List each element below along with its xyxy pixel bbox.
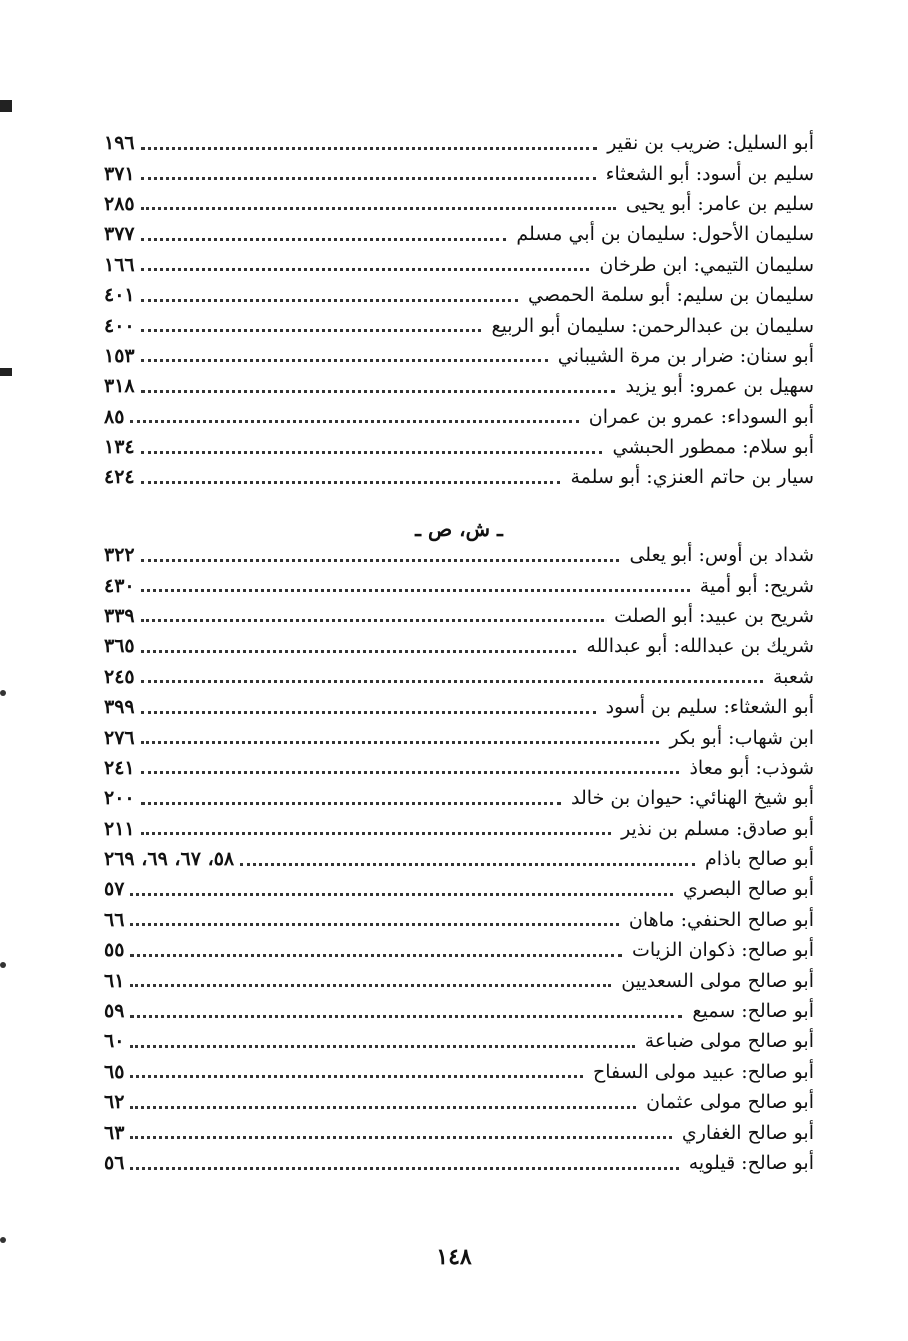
entry-pages: ٢١١: [104, 817, 135, 840]
index-entry: [104, 996, 814, 1026]
entry-pages: ٣٧١: [104, 162, 135, 185]
dot-leader: [141, 207, 616, 210]
entry-name: أبو شيخ الهنائي: حيوان بن خالد: [571, 787, 814, 810]
entry-pages: ٣٣٩: [104, 604, 135, 627]
entry-name: سيار بن حاتم العنزي: أبو سلمة: [570, 466, 814, 489]
entry-name: أبو صالح: ذكوان الزيات: [632, 939, 814, 962]
dot-leader: [141, 238, 507, 241]
entry-name: أبو صالح مولى عثمان: [646, 1091, 814, 1114]
index-entry: [104, 874, 814, 904]
dot-leader: [141, 619, 604, 622]
scan-edge-mark: [0, 368, 12, 376]
dot-leader: [130, 893, 673, 896]
entry-name: سليمان بن عبدالرحمن: سليمان أبو الربيع: [491, 314, 814, 337]
entry-name: أبو الشعثاء: سليم بن أسود: [605, 696, 814, 719]
entry-pages: ٥٨، ٦٧، ٦٩، ٢٦٩: [104, 848, 235, 871]
index-entry: [104, 432, 814, 462]
entry-pages: ٣٩٩: [104, 696, 135, 719]
dot-leader: [240, 863, 695, 866]
entry-pages: ٤٢٤: [104, 466, 135, 489]
index-entry: [104, 1117, 814, 1147]
dot-leader: [141, 147, 598, 150]
index-entry: [104, 250, 814, 280]
dot-leader: [130, 923, 618, 926]
index-entry: [104, 722, 814, 752]
entry-name: شريك بن عبدالله: أبو عبدالله: [586, 635, 814, 658]
scan-edge-mark: [0, 1237, 6, 1243]
entry-pages: ٦٥: [104, 1060, 125, 1083]
index-entry: [104, 965, 814, 995]
entry-pages: ٥٩: [104, 1000, 125, 1023]
entry-pages: ٤٣٠: [104, 574, 135, 597]
entry-name: سهيل بن عمرو: أبو يزيد: [625, 375, 814, 398]
scan-edge-mark: [0, 962, 6, 968]
entry-name: سليم بن عامر: أبو يحيى: [625, 192, 814, 215]
page-number: ١٤٨: [436, 1244, 472, 1270]
index-entry: [104, 462, 814, 492]
scan-edge-mark: [0, 100, 12, 112]
dot-leader: [141, 711, 596, 714]
entry-pages: ٢٤١: [104, 756, 135, 779]
dot-leader: [130, 1045, 634, 1048]
dot-leader: [130, 420, 578, 423]
dot-leader: [141, 268, 590, 271]
index-entry: [104, 905, 814, 935]
dot-leader: [141, 329, 482, 332]
entry-pages: ٥٥: [104, 939, 125, 962]
index-section-sin: [104, 128, 814, 493]
entry-name: أبو السوداء: عمرو بن عمران: [588, 405, 814, 428]
entry-pages: ٢٨٥: [104, 192, 135, 215]
entry-pages: ٥٧: [104, 878, 125, 901]
entry-pages: ٦٣: [104, 1121, 125, 1144]
entry-pages: ٢٧٦: [104, 726, 135, 749]
index-entry: [104, 1026, 814, 1056]
entry-name: شوذب: أبو معاذ: [689, 756, 814, 779]
entry-name: أبو صالح الغفاري: [681, 1121, 814, 1144]
entry-name: ابن شهاب: أبو بكر: [669, 726, 814, 749]
entry-pages: ١٥٣: [104, 344, 135, 367]
entry-pages: ٦٠: [104, 1030, 125, 1053]
entry-pages: ٤٠٠: [104, 314, 135, 337]
entry-pages: ٦٢: [104, 1091, 125, 1114]
entry-pages: ٥٦: [104, 1152, 125, 1174]
entry-name: أبو صالح: قيلويه: [688, 1152, 814, 1174]
dot-leader: [141, 802, 561, 805]
index-entry: [104, 844, 814, 874]
dot-leader: [141, 481, 561, 484]
index-entry: [104, 1148, 814, 1178]
index-entry: [104, 631, 814, 661]
index-entry: [104, 540, 814, 570]
entry-pages: ٢٤٥: [104, 665, 135, 688]
index-entry: [104, 189, 814, 219]
entry-name: سليم بن أسود: أبو الشعثاء: [605, 162, 814, 185]
entry-pages: ٤٠١: [104, 284, 135, 307]
dot-leader: [141, 451, 603, 454]
index-entry: [104, 814, 814, 844]
index-entry: [104, 570, 814, 600]
index-entry: [104, 280, 814, 310]
dot-leader: [130, 1106, 636, 1109]
dot-leader: [130, 954, 622, 957]
entry-pages: ٦١: [104, 969, 125, 992]
index-entry: [104, 692, 814, 722]
dot-leader: [141, 359, 548, 362]
entry-pages: ٦٦: [104, 908, 125, 931]
index-entry: [104, 783, 814, 813]
entry-name: أبو صالح مولى ضباعة: [644, 1030, 814, 1053]
dot-leader: [130, 984, 611, 987]
entry-name: شعبة: [772, 665, 814, 688]
entry-pages: ١٣٤: [104, 436, 135, 459]
entry-name: أبو صالح البصري: [682, 878, 814, 901]
index-entry: [104, 310, 814, 340]
entry-name: شريح: أبو أمية: [699, 574, 814, 597]
entry-name: أبو السليل: ضريب بن نقير: [607, 132, 814, 155]
dot-leader: [130, 1075, 583, 1078]
index-entry: [104, 662, 814, 692]
entry-pages: ٣٢٢: [104, 544, 135, 567]
dot-leader: [130, 1136, 671, 1139]
index-entry: [104, 402, 814, 432]
dot-leader: [130, 1167, 678, 1170]
entry-name: سليمان الأحول: سليمان بن أبي مسلم: [516, 223, 814, 246]
entry-pages: ٣١٨: [104, 375, 135, 398]
dot-leader: [141, 589, 690, 592]
index-entry: [104, 371, 814, 401]
dot-leader: [141, 741, 660, 744]
index-entry: [104, 935, 814, 965]
entry-name: سليمان التيمي: ابن طرخان: [599, 253, 814, 276]
index-entry: [104, 128, 814, 158]
dot-leader: [141, 299, 518, 302]
index-entry: [104, 341, 814, 371]
entry-pages: ٢٠٠: [104, 787, 135, 810]
entry-pages: ٣٧٧: [104, 223, 135, 246]
entry-name: أبو صالح مولى السعديين: [621, 969, 814, 992]
scan-edge-mark: [0, 690, 6, 696]
entry-name: أبو صادق: مسلم بن نذير: [621, 817, 814, 840]
entry-name: أبو سنان: ضرار بن مرة الشيباني: [557, 344, 814, 367]
entry-name: أبو صالح: عبيد مولى السفاح: [593, 1060, 814, 1083]
dot-leader: [141, 771, 680, 774]
dot-leader: [141, 559, 620, 562]
index-entry: [104, 753, 814, 783]
entry-name: أبو سلام: ممطور الحبشي: [612, 436, 814, 459]
index-entry: [104, 219, 814, 249]
index-entry: [104, 601, 814, 631]
dot-leader: [141, 680, 763, 683]
index-section-shin-sad: [104, 540, 814, 1178]
entry-name: أبو صالح: سميع: [692, 1000, 814, 1023]
entry-pages: ٣٦٥: [104, 635, 135, 658]
dot-leader: [141, 650, 577, 653]
entry-name: سليمان بن سليم: أبو سلمة الحمصي: [527, 284, 814, 307]
entry-pages: ١٦٦: [104, 253, 135, 276]
index-entry: [104, 1087, 814, 1117]
letter-heading: ـ ش، ص ـ: [415, 517, 503, 541]
dot-leader: [141, 390, 616, 393]
dot-leader: [141, 177, 596, 180]
entry-name: أبو صالح باذام: [704, 848, 814, 871]
dot-leader: [141, 832, 611, 835]
dot-leader: [130, 1015, 682, 1018]
entry-pages: ١٩٦: [104, 132, 135, 155]
index-entry: [104, 1057, 814, 1087]
entry-pages: ٨٥: [104, 405, 125, 428]
entry-name: شريح بن عبيد: أبو الصلت: [614, 604, 814, 627]
index-entry: [104, 158, 814, 188]
entry-name: أبو صالح الحنفي: ماهان: [628, 908, 814, 931]
entry-name: شداد بن أوس: أبو يعلى: [629, 544, 814, 567]
